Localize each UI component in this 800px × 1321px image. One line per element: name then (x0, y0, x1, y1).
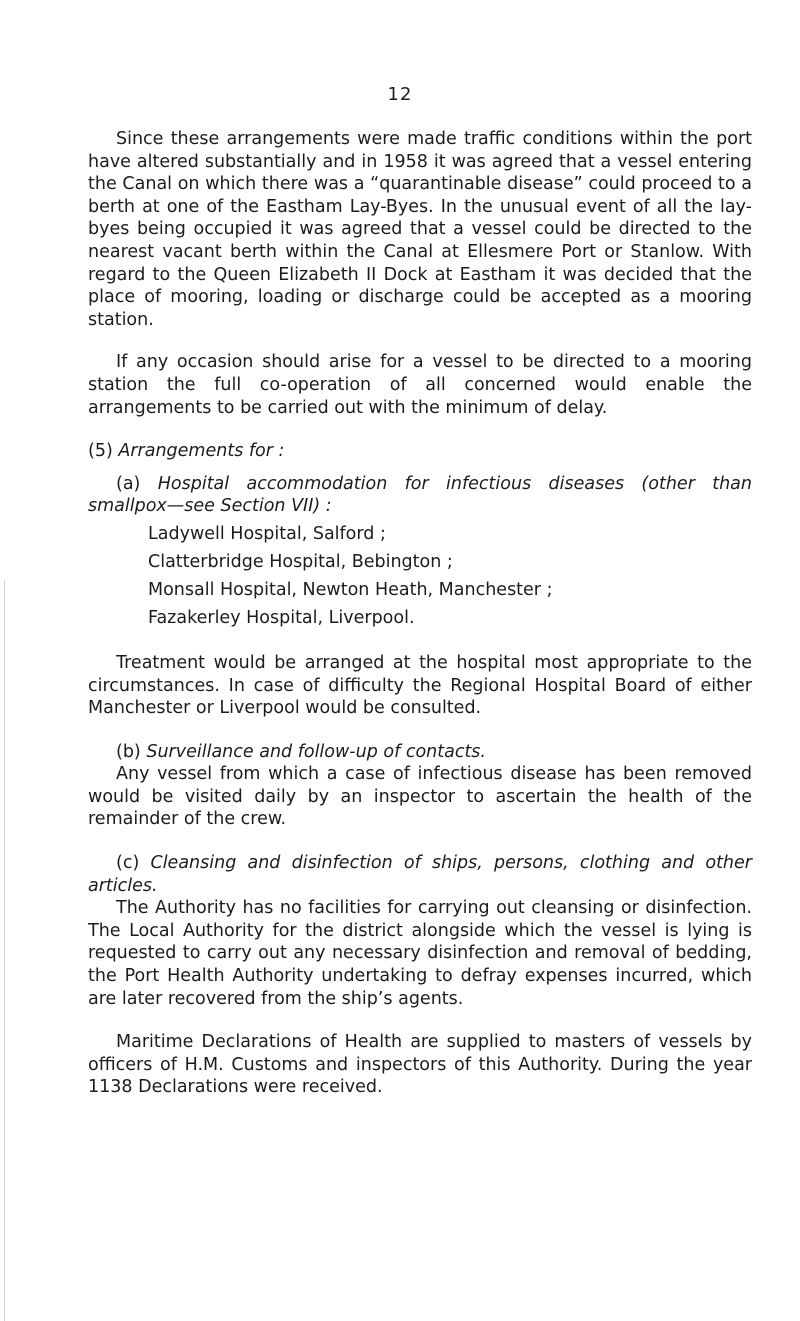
paragraph-treatment: Treatment would be arranged at the hospital most appropriate to the circumstances. In case of difficulty the Regional Hospital Board of either Manchester or Liverpool would be consulted. (88, 652, 752, 719)
subsection-b-title: Surveillance and follow-up of contacts. (146, 741, 486, 762)
subsection-c-title: Cleansing and disinfection of ships, persons, clothing and other articles. (88, 853, 752, 896)
hospital-list (88, 520, 752, 632)
subsection-c-label: (c) (116, 853, 140, 874)
document-body (88, 128, 752, 1099)
subsection-a-label: (a) (116, 473, 141, 494)
paragraph-surveillance: Any vessel from which a case of infectious disease has been removed would be visited daily by an inspector to ascertain the health of the remainder of the crew. (88, 764, 752, 830)
section-5-heading (88, 440, 752, 463)
paragraph-mooring-station: If any occasion should arise for a vessel to be directed to a mooring station the full co-operation of all concerned would enable the arrangements to be carried out with the minimum of delay. (88, 352, 752, 418)
page-edge-line (4, 580, 5, 1321)
subsection-c-heading (88, 852, 752, 897)
hospital-item: Ladywell Hospital, Salford ; (148, 523, 386, 544)
page-number: 12 (387, 84, 413, 105)
section-5-number: (5) (88, 441, 113, 462)
subsection-a-title: Hospital accommodation for infectious diseases (other than smallpox—see Section VII) : (88, 473, 752, 517)
paragraph-maritime-declarations: Maritime Declarations of Health are supplied to masters of vessels by officers of H.M. Customs and inspectors of this Authority. During the year 1138 Declarations were received. (88, 1032, 752, 1098)
paragraph-traffic-conditions: Since these arrangements were made traffic conditions within the port have altered substantially and in 1958 it was agreed that a vessel entering the Canal on which there was a “quarantinable disease” could proceed to a berth at one of the Eastham Lay-Byes. In the unusual event of all the lay-byes being occupied it was agreed that a vessel could be directed to the nearest vacant berth within the Canal at Ellesmere Port or Stanlow. With regard to the Queen Elizabeth II Dock at Eastham it was decided that the place of mooring, loading or discharge could be accepted as a mooring station. (88, 129, 752, 330)
subsection-a-heading (88, 473, 752, 518)
section-5-title: Arrangements for : (118, 441, 285, 462)
subsection-b-heading (88, 741, 752, 764)
hospital-item: Clatterbridge Hospital, Bebington ; (148, 551, 453, 572)
hospital-item: Monsall Hospital, Newton Heath, Manchester ; (148, 579, 553, 600)
hospital-item: Fazakerley Hospital, Liverpool. (148, 607, 415, 628)
paragraph-cleansing: The Authority has no facilities for carrying out cleansing or disinfection. The Local Authority for the district alongside which the vessel is lying is requested to carry out any necessary disinfection and removal of bedding, the Port Health Authority undertaking to defray expenses incurred, which are later recovered from the ship’s agents. (88, 898, 752, 1009)
subsection-b-label: (b) (116, 741, 141, 762)
